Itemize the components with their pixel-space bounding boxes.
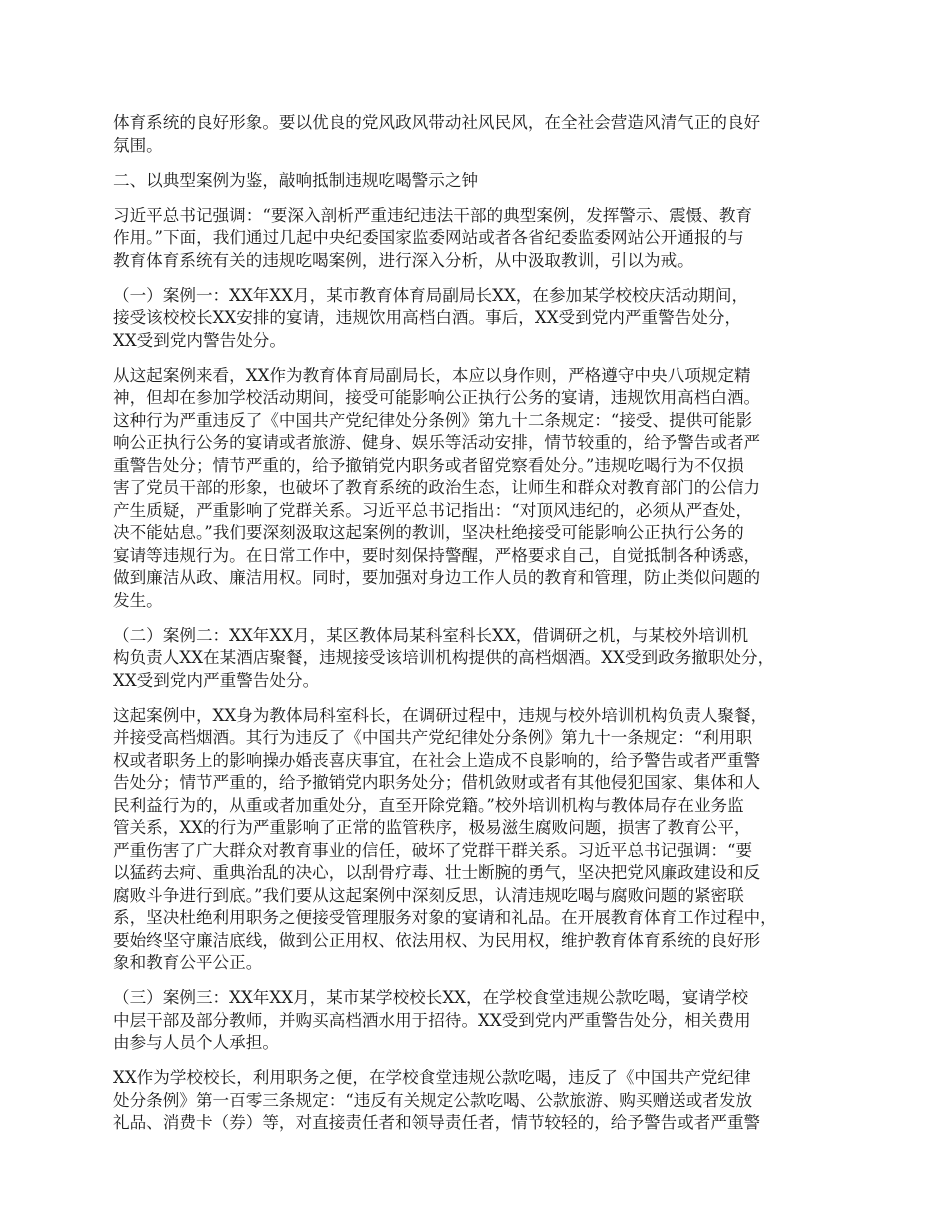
text-line: 这起案例中，XX身为教体局科室科长，在调研过程中，违规与校外培训机构负责人聚餐， xyxy=(113,705,768,725)
text-line: 氛围。 xyxy=(113,135,163,155)
paragraph xyxy=(113,1067,853,1135)
text-line: 严重伤害了广大群众对教育事业的信任，破坏了党群干群关系。习近平总书记强调：“要 xyxy=(113,840,753,860)
text-line: 做到廉洁从政、廉洁用权。同时，要加强对身边工作人员的教育和管理，防止类似问题的 xyxy=(113,568,761,587)
text-line: 这种行为严重违反了《中国共产党纪律处分条例》第九十二条规定：“接受、提供可能影 xyxy=(113,410,753,430)
paragraph xyxy=(113,705,853,975)
text-line: 要始终坚守廉洁底线，做到公正用权、依法用权、为民用权，维护教育体育系统的良好形 xyxy=(113,930,761,950)
text-line: 接受该校校长XX安排的宴请，违规饮用高档白酒。事后，XX受到党内严重警告处分， xyxy=(113,308,742,327)
text-line: 以猛药去疴、重典治乱的决心，以刮骨疗毒、壮士断腕的勇气，坚决把党风廉政建设和反 xyxy=(113,863,761,882)
text-line: （一）案例一：XX年XX月，某市教育体育局副局长XX，在参加某学校校庆活动期间， xyxy=(113,285,749,305)
text-line: 习近平总书记强调：“要深入剖析严重违纪违法干部的典型案例，发挥警示、震慑、教育 xyxy=(113,205,753,225)
text-line: 礼品、消费卡（券）等，对直接责任者和领导责任者，情节较轻的，给予警告或者严重警 xyxy=(113,1113,761,1132)
text-line: 重警告处分；情节严重的，给予撤销党内职务或者留党察看处分。”违规吃喝行为不仅损 xyxy=(113,455,744,475)
text-line: 响公正执行公务的宴请或者旅游、健身、娱乐等活动安排，情节较重的，给予警告或者严 xyxy=(113,433,761,452)
paragraph xyxy=(113,112,853,157)
text-line: 决不能姑息。”我们要深刻汲取这起案例的教训，坚决杜绝接受可能影响公正执行公务的 xyxy=(113,523,744,542)
paragraph xyxy=(113,285,853,353)
text-line: 管关系，XX的行为严重影响了正常的监管秩序，极易滋生腐败问题，损害了教育公平， xyxy=(113,818,751,837)
section-heading xyxy=(113,170,853,193)
text-line: 害了党员干部的形象，也破坏了教育系统的政治生态，让师生和群众对教育部门的公信力 xyxy=(113,478,761,497)
paragraph xyxy=(113,625,853,693)
text-line: 构负责人XX在某酒店聚餐，违规接受该培训机构提供的高档烟酒。XX受到政务撤职处分， xyxy=(113,648,775,667)
text-line: XX受到党内警告处分。 xyxy=(113,330,286,350)
text-line: 由参与人员个人承担。 xyxy=(113,1033,279,1052)
text-line: 腐败斗争进行到底。”我们要从这起案例中深刻反思，认清违规吃喝与腐败问题的紧密联 xyxy=(113,885,744,905)
text-line: 权或者职务上的影响操办婚丧喜庆事宜，在社会上造成不良影响的，给予警告或者严重警 xyxy=(113,750,761,770)
text-line: 系，坚决杜绝利用职务之便接受管理服务对象的宴请和礼品。在开展教育体育工作过程中， xyxy=(113,908,777,927)
text-line: 处分条例》第一百零三条规定：“违反有关规定公款吃喝、公款旅游、购买赠送或者发放 xyxy=(113,1090,753,1110)
text-line: XX受到党内严重警告处分。 xyxy=(113,670,320,690)
text-line: 从这起案例来看，XX作为教育体育局副局长，本应以身作则，严格遵守中央八项规定精 xyxy=(113,365,751,385)
text-line: 神，但却在参加学校活动期间，接受可能影响公正执行公务的宴请，违规饮用高档白酒。 xyxy=(113,388,761,407)
paragraph xyxy=(113,365,853,613)
document-page xyxy=(113,112,853,1147)
paragraph xyxy=(113,987,853,1055)
text-line: 象和教育公平公正。 xyxy=(113,953,263,972)
text-line: XX作为学校校长，利用职务之便，在学校食堂违规公款吃喝，违反了《中国共产党纪律 xyxy=(113,1068,751,1087)
text-line: 告处分；情节严重的，给予撤销党内职务处分；借机敛财或者有其他侵犯国家、集体和人 xyxy=(113,773,761,792)
text-line: 教育体育系统有关的违规吃喝案例，进行深入分析，从中汲取教训，引以为戒。 xyxy=(113,250,694,270)
text-line: 宴请等违规行为。在日常工作中，要时刻保持警醒，严格要求自己，自觉抵制各种诱惑， xyxy=(113,545,761,565)
text-line: 二、以典型案例为鉴，敲响抵制违规吃喝警示之钟 xyxy=(113,170,479,190)
text-line: 产生质疑，严重影响了党群关系。习近平总书记指出：“对顶风违纪的，必须从严查处， xyxy=(113,500,753,520)
text-line: 体育系统的良好形象。要以优良的党风政风带动社风民风，在全社会营造风清气正的良好 xyxy=(113,113,761,132)
text-line: （三）案例三：XX年XX月，某市某学校校长XX，在学校食堂违规公款吃喝，宴请学校 xyxy=(113,988,749,1007)
paragraph xyxy=(113,205,853,273)
text-line: 发生。 xyxy=(113,590,163,610)
text-line: 并接受高档烟酒。其行为违反了《中国共产党纪律处分条例》第九十一条规定：“利用职 xyxy=(113,728,753,747)
text-line: 作用。”下面，我们通过几起中央纪委国家监委网站或者各省纪委监委网站公开通报的与 xyxy=(113,228,744,247)
text-line: （二）案例二：XX年XX月，某区教体局某科室科长XX，借调研之机，与某校外培训机 xyxy=(113,625,749,645)
text-line: 中层干部及部分教师，并购买高档酒水用于招待。XX受到党内严重警告处分，相关费用 xyxy=(113,1010,751,1030)
text-line: 民利益行为的，从重或者加重处分，直至开除党籍。”校外培训机构与教体局存在业务监 xyxy=(113,795,744,815)
